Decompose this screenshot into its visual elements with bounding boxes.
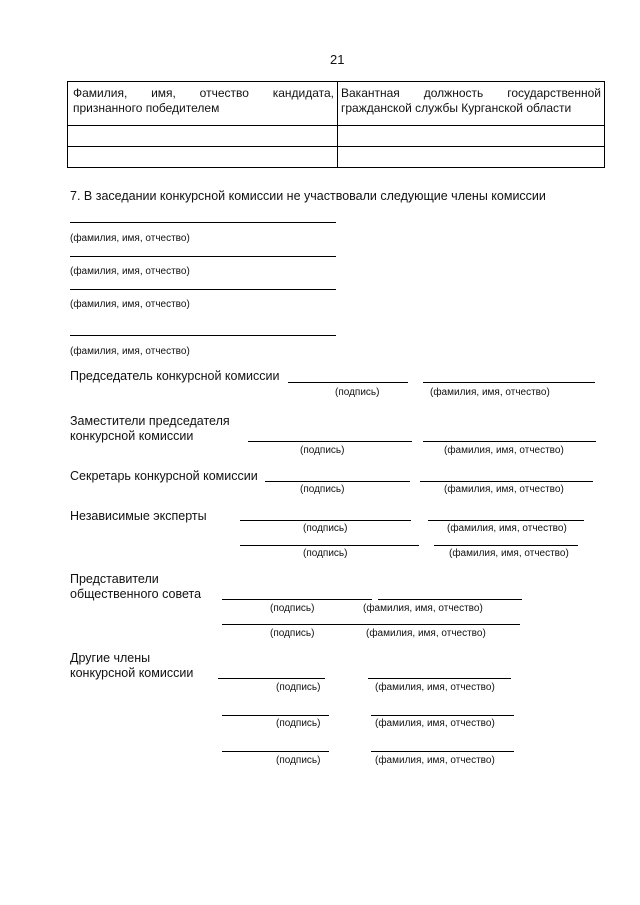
table-border-right [604, 81, 605, 167]
deputies-label-line2: конкурсной комиссии [70, 429, 194, 443]
absent-member-line [70, 256, 336, 257]
secretary-fio-caption: (фамилия, имя, отчество) [444, 484, 564, 495]
table-header-candidate-line2: признанного победителем [73, 101, 220, 115]
table-border [67, 125, 605, 126]
experts-label: Независимые эксперты [70, 509, 207, 523]
deputies-signature-line [248, 441, 412, 442]
council1-fio-line [378, 599, 522, 600]
other2-fio-line [371, 715, 514, 716]
other-members-label-line2: конкурсной комиссии [70, 666, 194, 680]
council2-fio-line [372, 624, 520, 625]
other-members-label-line1: Другие члены [70, 651, 151, 665]
absent-member-caption: (фамилия, имя, отчество) [70, 346, 190, 357]
other1-fio-line [368, 678, 511, 679]
council2-signature-line [222, 624, 372, 625]
other1-signature-caption: (подпись) [276, 682, 321, 693]
table-header-candidate [73, 86, 334, 116]
expert1-signature-line [240, 520, 411, 521]
expert2-fio-line [434, 545, 578, 546]
table-header-position-line1: Вакантная должность государственной [341, 86, 601, 100]
deputies-label-line1: Заместители председателя [70, 414, 230, 428]
table-header-position [341, 86, 601, 116]
council2-signature-caption: (подпись) [270, 628, 315, 639]
chairman-label: Председатель конкурсной комиссии [70, 369, 280, 383]
chairman-signature-caption: (подпись) [335, 387, 380, 398]
expert2-fio-caption: (фамилия, имя, отчество) [449, 548, 569, 559]
other2-signature-line [222, 715, 329, 716]
absent-member-line [70, 335, 336, 336]
table-header-position-line2: гражданской службы Курганской области [341, 101, 572, 115]
expert2-signature-caption: (подпись) [303, 548, 348, 559]
deputies-fio-line [423, 441, 596, 442]
other3-fio-line [371, 751, 514, 752]
section7-heading: 7. В заседании конкурсной комиссии не участвовали следующие члены комиссии [70, 189, 546, 203]
table-border-left [67, 81, 68, 167]
deputies-fio-caption: (фамилия, имя, отчество) [444, 445, 564, 456]
other3-fio-caption: (фамилия, имя, отчество) [375, 755, 495, 766]
other1-signature-line [218, 678, 325, 679]
other2-signature-caption: (подпись) [276, 718, 321, 729]
council1-signature-line [222, 599, 372, 600]
chairman-fio-line [423, 382, 595, 383]
expert1-signature-caption: (подпись) [303, 523, 348, 534]
other1-fio-caption: (фамилия, имя, отчество) [375, 682, 495, 693]
table-column-divider [337, 81, 338, 167]
public-council-label-line2: общественного совета [70, 587, 202, 601]
chairman-signature-line [288, 382, 408, 383]
chairman-fio-caption: (фамилия, имя, отчество) [430, 387, 550, 398]
deputies-signature-caption: (подпись) [300, 445, 345, 456]
public-council-label-line1: Представители [70, 572, 159, 586]
expert1-fio-caption: (фамилия, имя, отчество) [447, 523, 567, 534]
expert1-fio-line [428, 520, 584, 521]
table-border [67, 146, 605, 147]
secretary-label: Секретарь конкурсной комиссии [70, 469, 258, 483]
other3-signature-line [222, 751, 329, 752]
absent-member-caption: (фамилия, имя, отчество) [70, 233, 190, 244]
table-border-bottom [67, 167, 605, 168]
page-number: 21 [330, 52, 345, 67]
secretary-fio-line [420, 481, 593, 482]
absent-member-line [70, 289, 336, 290]
council1-fio-caption: (фамилия, имя, отчество) [363, 603, 483, 614]
absent-member-caption: (фамилия, имя, отчество) [70, 266, 190, 277]
secretary-signature-caption: (подпись) [300, 484, 345, 495]
other3-signature-caption: (подпись) [276, 755, 321, 766]
absent-member-line [70, 222, 336, 223]
table-border-top [67, 81, 605, 82]
other2-fio-caption: (фамилия, имя, отчество) [375, 718, 495, 729]
table-header-candidate-line1: Фамилия, имя, отчество кандидата, [73, 86, 334, 100]
council1-signature-caption: (подпись) [270, 603, 315, 614]
council2-fio-caption: (фамилия, имя, отчество) [366, 628, 486, 639]
secretary-signature-line [265, 481, 410, 482]
expert2-signature-line [240, 545, 419, 546]
absent-member-caption: (фамилия, имя, отчество) [70, 299, 190, 310]
